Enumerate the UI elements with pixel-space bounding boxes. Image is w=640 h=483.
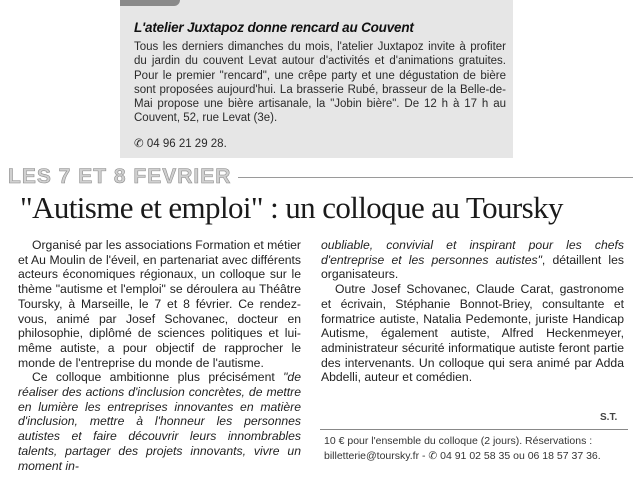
- column2-paragraph-2: Outre Josef Schovanec, Claude Carat, gastronome et écrivain, Stéphanie Bonnot-Briey, consultante et formatrice autiste, Natalia Pedemonte, juriste Handicap Autisme, également autiste, Alfred Heckenmeyer, administrateur sécurité informatique autiste feront partie des intervenants. Un colloque qui sera animé par Adda Abdelli, auteur et comédien.: [321, 282, 624, 385]
- teaser-box: [120, 0, 513, 158]
- article-column-2: [321, 238, 624, 385]
- info-box: [320, 429, 628, 471]
- kicker-text: LES 7 ET 8 FEVRIER: [8, 165, 232, 188]
- article-headline: "Autisme et emploi" : un colloque au Toursky: [20, 190, 563, 225]
- teaser-title: L'atelier Juxtapoz donne rencard au Couvent: [134, 20, 414, 35]
- teaser-phone: [134, 136, 227, 150]
- info-line-price: 10 € pour l'ensemble du colloque (2 jours). Réservations :: [324, 435, 593, 447]
- article-column-1: [18, 238, 301, 473]
- article-kicker: [8, 165, 628, 187]
- column2-paragraph-1-quote: oubliable, convivial et inspirant pour les chefs d'entreprise et les personnes autistes": [321, 238, 624, 267]
- column2-paragraph-1-tail: , détaillent les organisateurs.: [321, 252, 624, 282]
- column1-paragraph-1: Organisé par les associations Formation et métier et Au Moulin de l'éveil, en partenariat avec différents acteurs économiques régionaux, un colloque sur le thème "autisme et l'emploi" se déroulera au Théâtre Toursky, à Marseille, le 7 et 8 février. Ce rendez-vous, animé par Josef Schovanec, docteur en philosophie, diplômé de sciences politiques et lui-même autiste, a pour objectif de rapprocher le monde de l'entreprise du monde de l'autisme.: [18, 238, 301, 370]
- column1-paragraph-2-intro: Ce colloque ambitionne plus précisément: [32, 370, 284, 385]
- column1-paragraph-2: [18, 370, 301, 473]
- teaser-paragraph: Tous les derniers dimanches du mois, l'atelier Juxtapoz invite à profiter du jardin du couvent Levat autour d'activités et d'animations gratuites. Pour le premier "rencard", une crêpe party et une dégustation de bière sont proposées aujourd'hui. La brasserie Rubé, brasseur de la Belle-de-Mai propose une bière artisanale, la "Jobin bière". De 12 h à 17 h au Couvent, 52, rue Levat (3e).: [134, 41, 506, 125]
- decorative-tab: [120, 0, 180, 6]
- teaser-body: [134, 40, 506, 126]
- author-signature: S.T.: [600, 412, 618, 423]
- column1-paragraph-2-quote: "de réaliser des actions d'inclusion concrètes, de mettre en lumière les entreprises innovantes en matière d'inclusion, mettre à l'honneur les personnes autistes et faire découvrir leurs innombrables talents, partager des projets innovants, vivre un moment in-: [18, 370, 301, 473]
- info-line-contact: billetterie@toursky.fr - ✆ 04 91 02 58 35 ou 06 18 57 37 36.: [324, 450, 601, 462]
- teaser-phone-number: 04 96 21 29 28.: [146, 138, 227, 150]
- column2-paragraph-1: [321, 238, 624, 282]
- phone-icon: ✆: [134, 138, 144, 150]
- kicker-rule: [238, 177, 633, 178]
